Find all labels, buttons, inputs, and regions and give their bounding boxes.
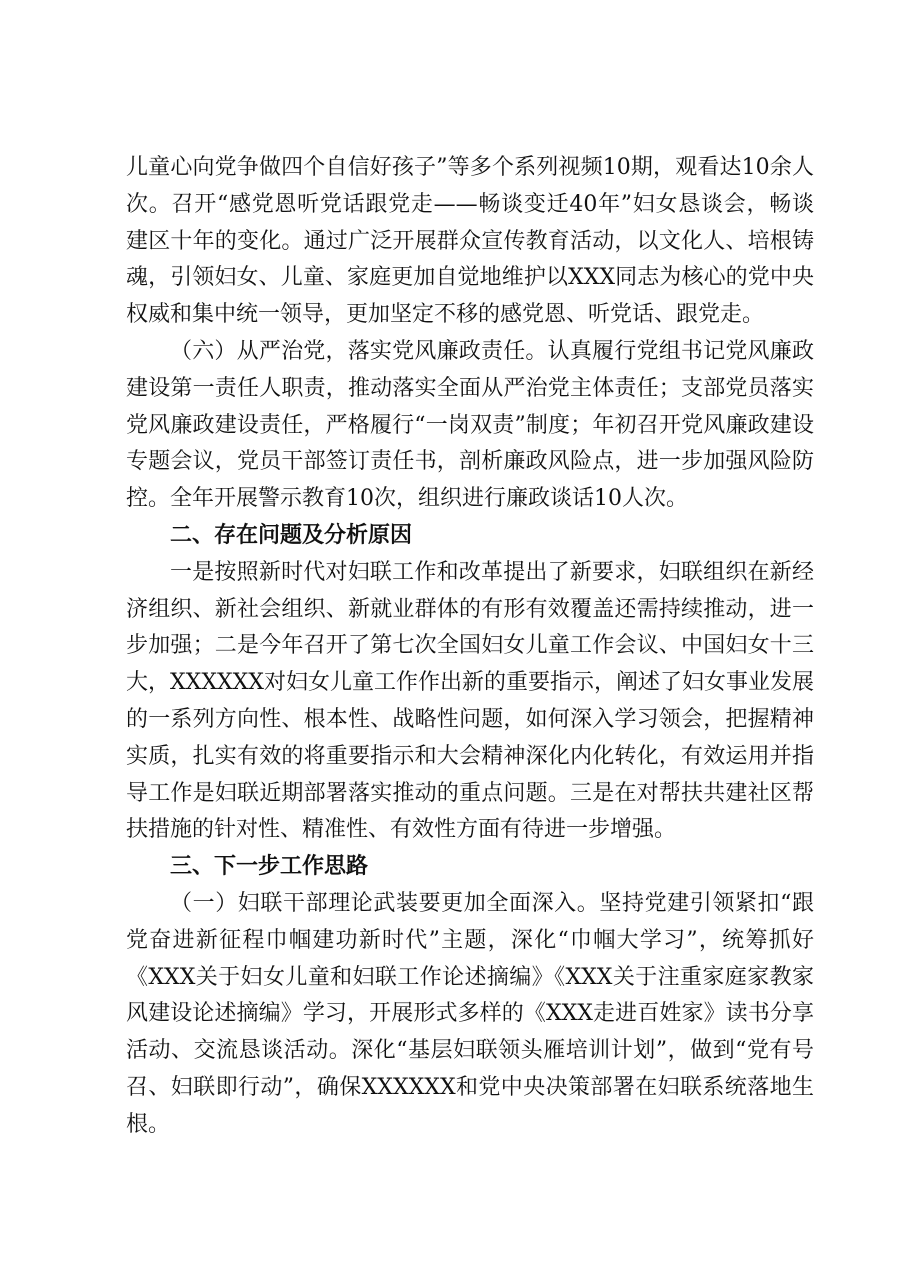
paragraph-party-discipline: （六）从严治党，落实党风廉政责任。认真履行党组书记党风廉政建设第一责任人职责，推动落实全面从严治党主体责任；支部党员落实党风廉政建设责任，严格履行“一岗双责”制度；年初召开党风廉政建设专题会议，党员干部签订责任书，剖析廉政风险点，进一步加强风险防控。全年开展警示教育10次，组织进行廉政谈话10人次。: [126, 338, 814, 512]
section-heading-next-steps: 三、下一步工作思路: [170, 854, 369, 880]
paragraph-propaganda-activities: 儿童心向党争做四个自信好孩子”等多个系列视频10期，观看达10余人次。召开“感党恩听党话跟党走——畅谈变迁40年”妇女恳谈会，畅谈建区十年的变化。通过广泛开展群众宣传教育活动，以文化人、培根铸魂，引领妇女、儿童、家庭更加自觉地维护以XXX同志为核心的党中央权威和集中统一领导，更加坚定不移的感党恩、听党话、跟党走。: [126, 155, 814, 328]
paragraph-problems-analysis: 一是按照新时代对妇联工作和改革提出了新要求，妇联组织在新经济组织、新社会组织、新就业群体的有形有效覆盖还需持续推动，进一步加强；二是今年召开了第七次全国妇女儿童工作会议、中国妇女十三大，XXXXXX对妇女儿童工作作出新的重要指示，阐述了妇女事业发展的一系列方向性、根本性、战略性问题，如何深入学习领会，把握精神实质，扎实有效的将重要指示和大会精神深化内化转化，有效运用并指导工作是妇联近期部署落实推动的重点问题。三是在对帮扶共建社区帮扶措施的针对性、精准性、有效性方面有待进一步增强。: [126, 559, 814, 843]
section-heading-problems: 二、存在问题及分析原因: [170, 522, 413, 548]
document-body: [126, 150, 814, 1144]
paragraph-theory-study: （一）妇联干部理论武装要更加全面深入。坚持党建引领紧扣“跟党奋进新征程巾帼建功新时代”主题，深化“巾帼大学习”，统筹抓好《XXX关于妇女儿童和妇联工作论述摘编》《XXX关于注重家庭家教家风建设论述摘编》学习，开展形式多样的《XXX走进百姓家》读书分享活动、交流恳谈活动。深化“基层妇联领头雁培训计划”，做到“党有号召、妇联即行动”，确保XXXXXX和党中央决策部署在妇联系统落地生根。: [126, 890, 814, 1137]
